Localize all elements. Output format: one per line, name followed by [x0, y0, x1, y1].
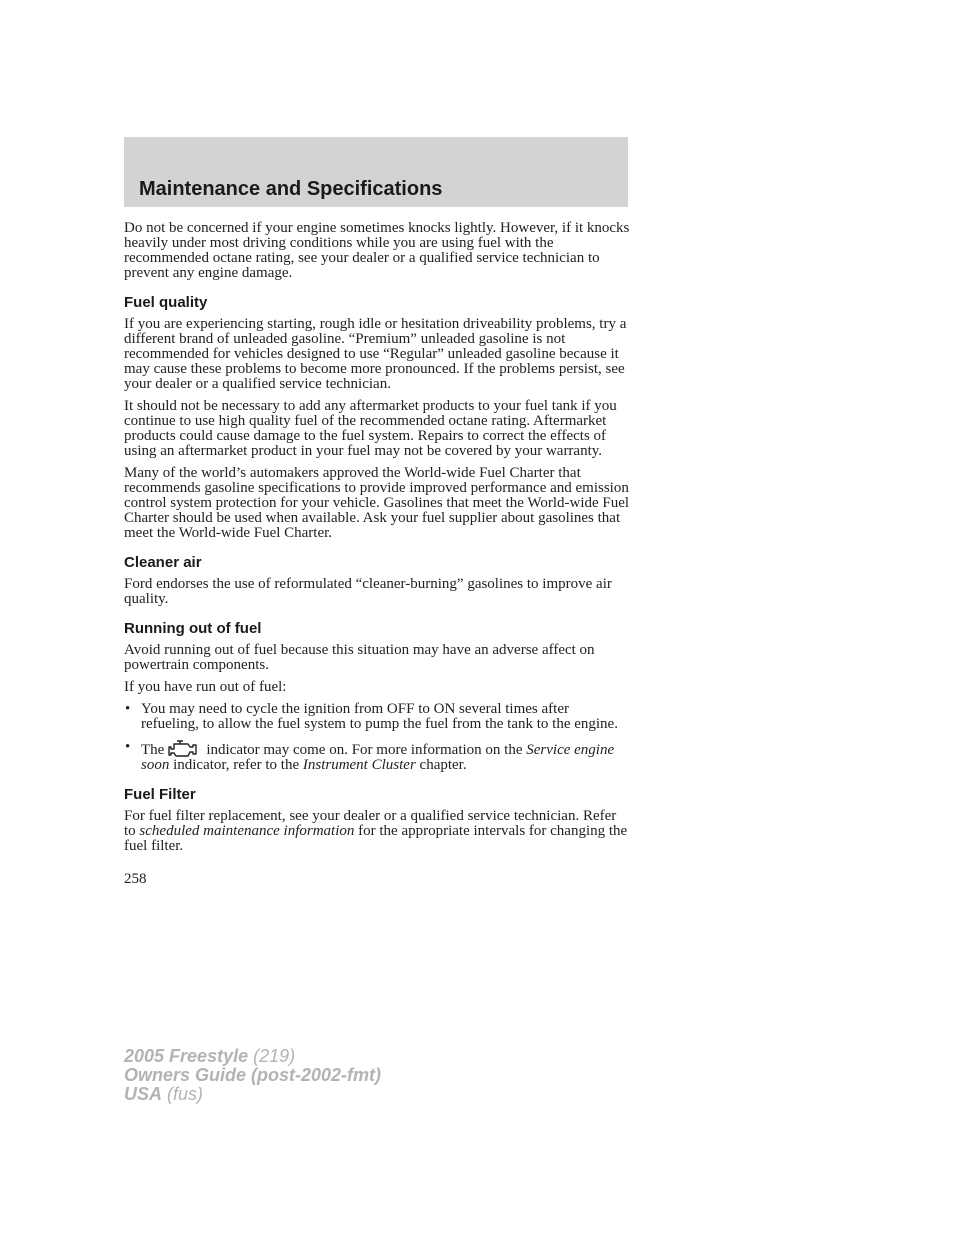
- running-out-list: [124, 702, 630, 773]
- page-content: [124, 221, 630, 887]
- footer-line-1: [124, 1047, 381, 1066]
- instrument-cluster-ref: Instrument Cluster: [302, 757, 416, 773]
- section-title: Maintenance and Specifications: [139, 178, 443, 200]
- section-header: [124, 137, 628, 207]
- fuel-quality-paragraph-3: Many of the world’s automakers approved the World-wide Fuel Charter that recommends gasoline specifications to provide improved performance and emission control system protection for your vehicle. Gasolines that meet the World-wide Fuel Charter should be used when available. Ask your fuel supplier about gasolines that meet the World-wide Fuel Charter.: [124, 465, 630, 541]
- fuel-quality-paragraph-2: It should not be necessary to add any aftermarket products to your fuel tank if you continue to use high quality fuel of the recommended octane rating. Aftermarket products could cause damage to the fuel system. Repairs to correct the effects of using an aftermarket product in your fuel may not be covered by your warranty.: [124, 398, 617, 459]
- page-number: 258: [124, 871, 147, 887]
- footer-market-code: (fus): [162, 1084, 204, 1104]
- fuel-filter-paragraph: [124, 809, 630, 854]
- bullet-text-end: chapter.: [415, 757, 467, 773]
- footer-line-3: [124, 1085, 381, 1104]
- cleaner-air-paragraph: Ford endorses the use of reformulated “cleaner-burning” gasolines to improve air quality.: [124, 576, 612, 607]
- footer-market: USA: [124, 1084, 163, 1104]
- footer-model: 2005 Freestyle: [124, 1046, 249, 1066]
- heading-fuel-filter: Fuel Filter: [124, 786, 196, 803]
- bullet-text: You may need to cycle the ignition from OFF to ON several times after refueling, to allow the fuel system to pump the fuel from the tank to the engine.: [141, 701, 618, 732]
- intro-paragraph: Do not be concerned if your engine sometimes knocks lightly. However, if it knocks heavily under most driving conditions while you are using fuel with the recommended octane rating, see your dealer or a qualified service technician to prevent any engine damage.: [124, 220, 630, 281]
- list-item: [124, 702, 630, 732]
- bullet-text-pre: The: [141, 742, 165, 758]
- bullet-text-post: indicator may come on. For more information on the: [206, 742, 527, 758]
- bullet-marker: •: [125, 739, 131, 755]
- check-engine-icon: [168, 740, 198, 758]
- footer-model-code: (219): [248, 1046, 296, 1066]
- service-engine-soon-ref: Service engine soon: [141, 742, 615, 773]
- document-footer: [124, 1047, 381, 1104]
- heading-running-out-of-fuel: Running out of fuel: [124, 620, 262, 637]
- footer-line-2: [124, 1066, 381, 1085]
- fuel-filter-text-pre: For fuel filter replacement, see your dealer or a qualified service technician. Refer to: [124, 808, 617, 839]
- running-out-paragraph-1: Avoid running out of fuel because this situation may have an adverse affect on powertrain components.: [124, 642, 595, 673]
- fuel-filter-text-post: for the appropriate intervals for changing the fuel filter.: [124, 823, 628, 854]
- scheduled-maintenance-ref: scheduled maintenance information: [139, 823, 355, 839]
- fuel-quality-paragraph-1: If you are experiencing starting, rough idle or hesitation driveability problems, try a different brand of unleaded gasoline. “Premium” unleaded gasoline is not recommended for vehicles designed to use “Regular” unleaded gasoline because it may cause these problems to become more pronounced. If the problems persist, see your dealer or a qualified service technician.: [124, 316, 627, 392]
- list-item: [124, 740, 630, 773]
- bullet-text-mid: indicator, refer to the: [169, 757, 303, 773]
- heading-cleaner-air: Cleaner air: [124, 554, 202, 571]
- bullet-marker: •: [125, 701, 131, 717]
- heading-fuel-quality: Fuel quality: [124, 294, 208, 311]
- footer-guide: Owners Guide (post-2002-fmt): [124, 1065, 382, 1085]
- running-out-paragraph-2: If you have run out of fuel:: [124, 679, 287, 695]
